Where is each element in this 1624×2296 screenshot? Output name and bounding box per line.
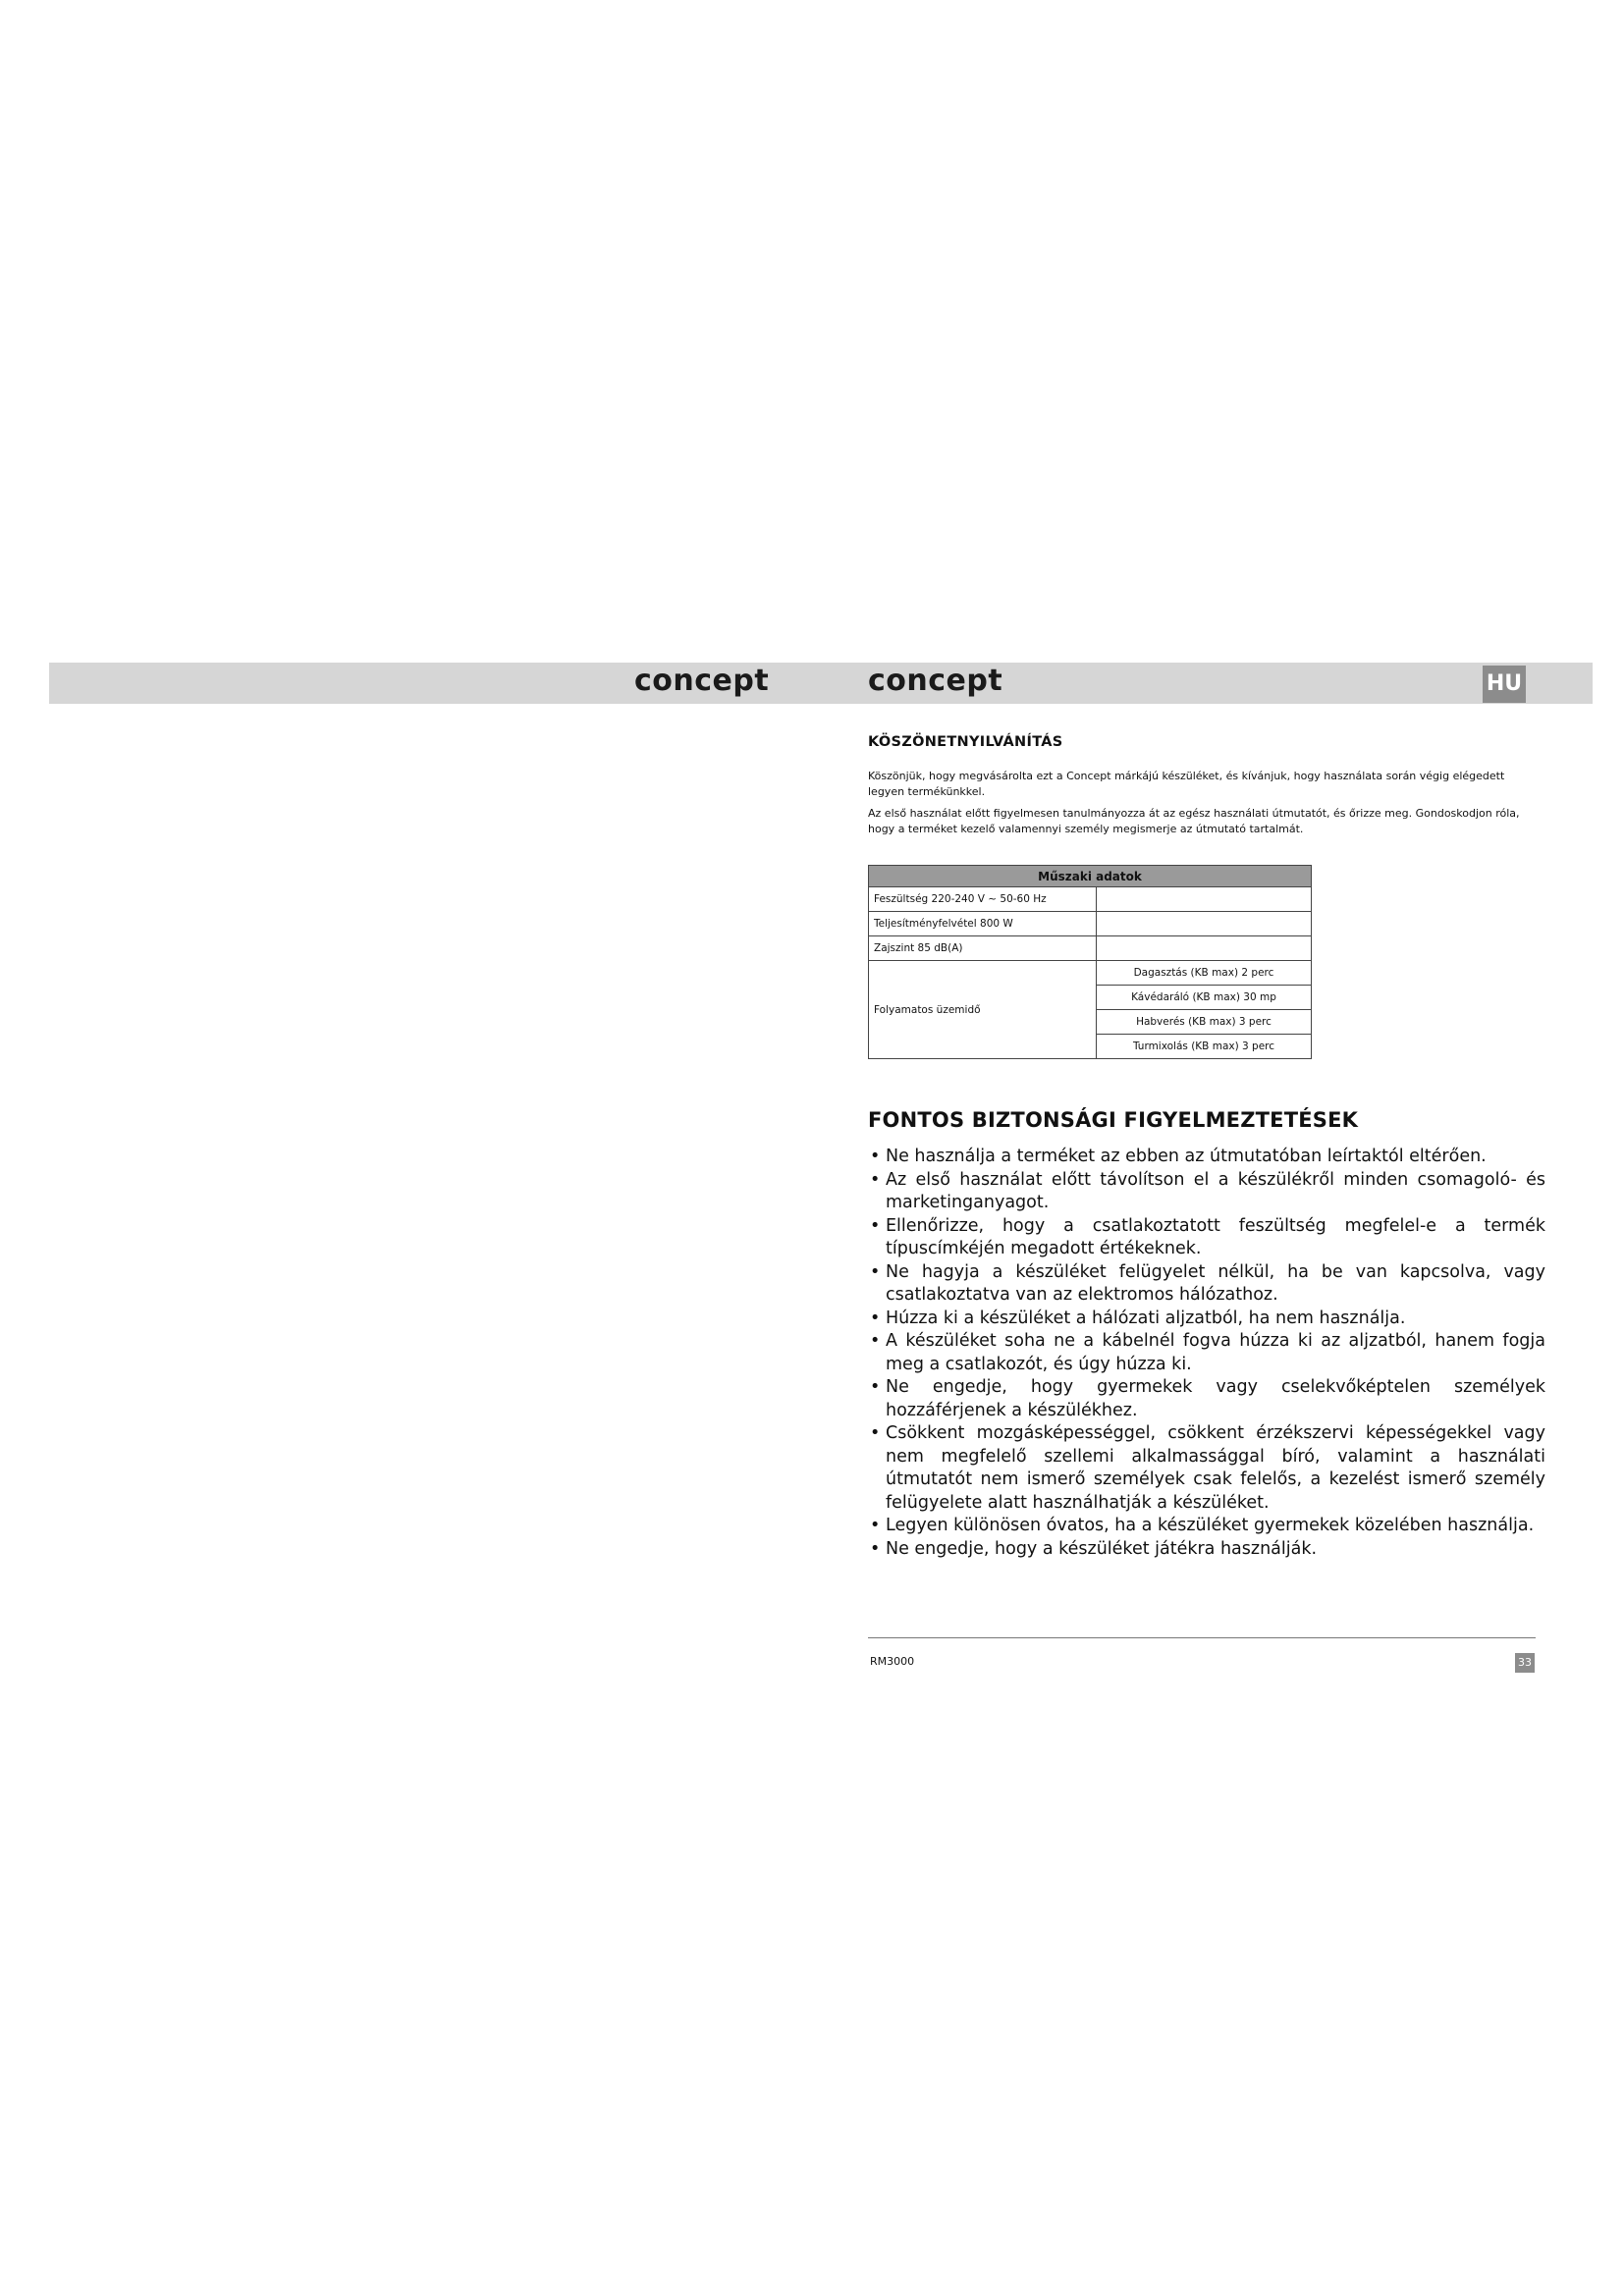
- spec-mode-whisking: Habverés (KB max) 3 perc: [1097, 1010, 1312, 1035]
- list-item: • Ne engedje, hogy a készüléket játékra használják.: [868, 1538, 1545, 1562]
- header-band: [49, 663, 1593, 704]
- table-row: [869, 936, 1312, 961]
- spec-power: Teljesítményfelvétel 800 W: [869, 912, 1097, 936]
- list-item: • Az első használat előtt távolítson el a készülékről minden csomagoló- és marketinganyagot.: [868, 1169, 1545, 1215]
- list-item: • Ne engedje, hogy gyermekek vagy cselekvőképtelen személyek hozzáférjenek a készülékhez.: [868, 1376, 1545, 1422]
- thanks-title: KÖSZÖNETNYILVÁNÍTÁS: [868, 734, 1063, 750]
- page-number: 33: [1515, 1653, 1535, 1673]
- warnings-title: FONTOS BIZTONSÁGI FIGYELMEZTETÉSEK: [868, 1108, 1359, 1132]
- spec-empty-cell: [1097, 887, 1312, 912]
- spec-voltage: Feszültség 220-240 V ~ 50-60 Hz: [869, 887, 1097, 912]
- list-item: • Legyen különösen óvatos, ha a készüléket gyermekek közelében használja.: [868, 1515, 1545, 1538]
- list-item: • Ellenőrizze, hogy a csatlakoztatott feszültség megfelel-e a termék típuscímkéjén megadott értékeknek.: [868, 1215, 1545, 1261]
- list-item: • Húzza ki a készüléket a hálózati aljzatból, ha nem használja.: [868, 1308, 1545, 1331]
- list-item: • Ne használja a terméket az ebben az útmutatóban leírtaktól eltérően.: [868, 1146, 1545, 1169]
- table-row: [869, 961, 1312, 986]
- concept-logo-left: concept: [634, 664, 770, 698]
- thanks-paragraph-1: Köszönjük, hogy megvásárolta ezt a Concept márkájú készüléket, és kívánjuk, hogy használata során végig elégedett legyen termékünkkel.: [868, 770, 1505, 798]
- table-row: [869, 887, 1312, 912]
- thanks-paragraph-2: Az első használat előtt figyelmesen tanulmányozza át az egész használati útmutatót, és őrizze meg. Gondoskodjon róla, hogy a terméket kezelő valamennyi személy megismerje az útmutató tartalmát.: [868, 807, 1520, 835]
- page-content: [868, 734, 1545, 1561]
- spec-empty-cell: [1097, 912, 1312, 936]
- list-item: • Csökkent mozgásképességgel, csökkent érzékszervi képességekkel vagy nem megfelelő szellemi alkalmassággal bíró, valamint a használati útmutatót nem ismerő személyek csak felelős, a kezelést ismerő személy felügyelete alatt használhatják a készüléket.: [868, 1422, 1545, 1515]
- concept-logo-right: concept: [868, 664, 1003, 698]
- warnings-list: [868, 1146, 1545, 1561]
- list-item: • A készüléket soha ne a kábelnél fogva húzza ki az aljzatból, hanem fogja meg a csatlakozót, és úgy húzza ki.: [868, 1330, 1545, 1376]
- model-number: RM3000: [870, 1655, 915, 1668]
- table-row: [869, 912, 1312, 936]
- spec-mode-kneading: Dagasztás (KB max) 2 perc: [1097, 961, 1312, 986]
- footer-divider: [868, 1637, 1536, 1638]
- spec-empty-cell: [1097, 936, 1312, 961]
- list-item: • Ne hagyja a készüléket felügyelet nélkül, ha be van kapcsolva, vagy csatlakoztatva van az elektromos hálózathoz.: [868, 1261, 1545, 1308]
- spec-noise: Zajszint 85 dB(A): [869, 936, 1097, 961]
- spec-mode-coffee-grinder: Kávédaráló (KB max) 30 mp: [1097, 986, 1312, 1010]
- language-badge: HU: [1483, 666, 1526, 703]
- spec-mode-blending: Turmixolás (KB max) 3 perc: [1097, 1035, 1312, 1059]
- specs-table: [868, 865, 1312, 1059]
- spec-continuous-label: Folyamatos üzemidő: [869, 961, 1097, 1059]
- specs-table-title: Műszaki adatok: [869, 866, 1312, 887]
